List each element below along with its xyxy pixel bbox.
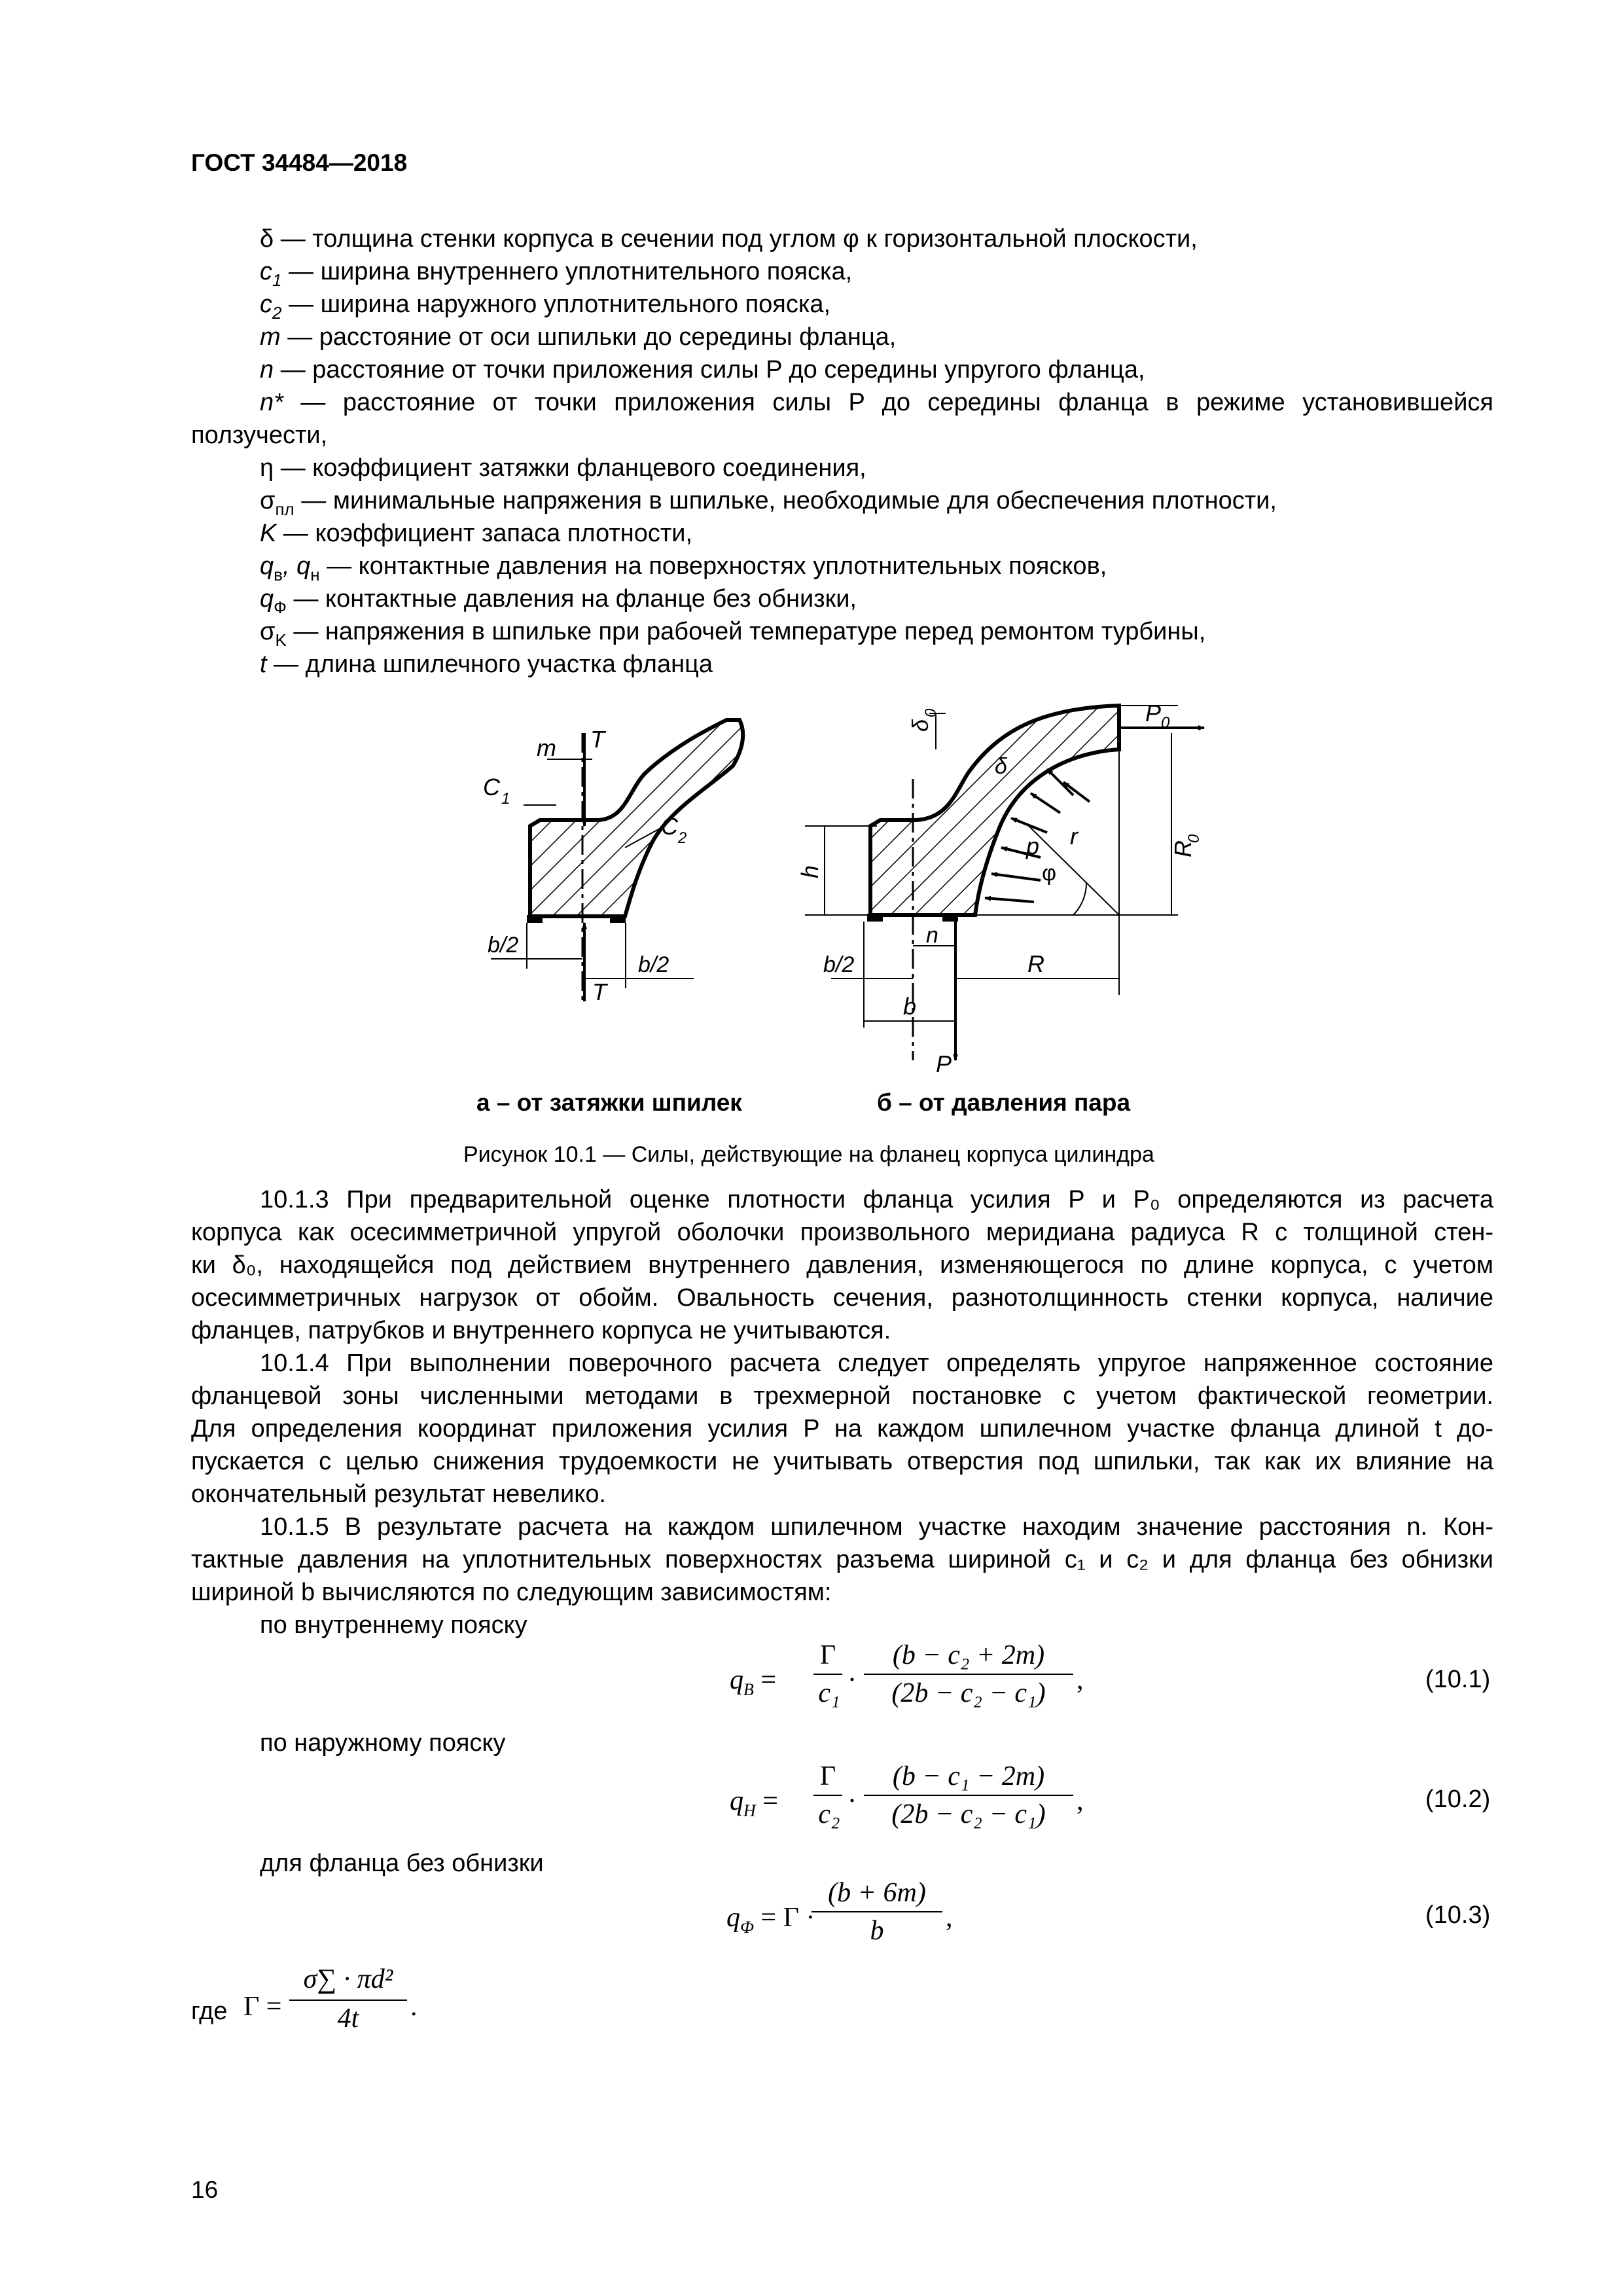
label-P0-sub: 0: [1161, 714, 1170, 732]
paragraph-line: 10.1.5 В результате расчета на каждом шпилечном участке находим значение расстояния n. Кон-: [260, 1513, 1493, 1541]
label-p: p: [1026, 833, 1040, 859]
document-header: ГОСТ 34484—2018: [191, 149, 408, 176]
definition-q-f: $q_Ф$ — контактные давления на фланце без обнизки,: [260, 585, 857, 617]
label-T-bottom: T: [592, 978, 607, 1005]
page-number: 16: [191, 2176, 219, 2203]
label-C2-sub: 2: [678, 829, 687, 847]
label-phi: φ: [1042, 861, 1057, 886]
label-C1-sub: 1: [501, 790, 510, 808]
equation-1-label: по внутреннему пояску: [260, 1611, 527, 1639]
figure-flange-forces: [0, 694, 1623, 1100]
equation-number-10-3: (10.3): [1425, 1901, 1491, 1929]
gasket-c1-left: [527, 915, 543, 923]
paragraph-line: фланцевой зоны численными методами в трехмерной постановке с учетом фактической геометрии.: [191, 1382, 1493, 1410]
label-P: P: [936, 1050, 952, 1077]
label-R0-sub: 0: [1185, 834, 1203, 843]
paragraph-line: Для определения координат приложения усилия P на каждом шпилечном участке фланца длиной t до-: [191, 1415, 1493, 1443]
paragraph-line: фланцев, патрубков и внутреннего корпуса не учитываются.: [191, 1317, 891, 1344]
paragraph-line: ки δ₀, находящейся под действием внутреннего давления, изменяющегося по длине корпуса, с учетом: [191, 1251, 1493, 1279]
paragraph-line: 10.1.3 При предварительной оценке плотности фланца усилия P и P₀ определяются из расчета: [260, 1186, 1493, 1213]
definition-eta: η — коэффициент затяжки фланцевого соединения,: [260, 454, 866, 482]
angle-phi-arc: [1073, 882, 1086, 915]
label-R: R: [1027, 950, 1044, 977]
definition-c2: $c_2$ — ширина наружного уплотнительного пояска,: [260, 291, 831, 323]
figure-caption: Рисунок 10.1 — Силы, действующие на фланец корпуса цилиндра: [463, 1142, 1154, 1167]
pressure-arrow-3: [1031, 793, 1060, 813]
definition-n-star-cont: ползучести,: [191, 422, 328, 449]
figure-b-from-steam-pressure: [796, 700, 1204, 1077]
label-C1: C: [483, 774, 500, 800]
pressure-arrow-6: [991, 874, 1041, 880]
paragraph-line: пускается с целью снижения трудоемкости не учитывать отверстия под шпильки, так как их влияние на: [191, 1448, 1493, 1475]
paragraph-line: корпуса как осесимметричной упругой оболочки произвольного меридиана радиуса R с толщиной стен-: [191, 1219, 1493, 1246]
definition-m: m — расстояние от оси шпильки до середины фланца,: [260, 323, 897, 351]
equation-number-10-2: (10.2): [1425, 1785, 1491, 1813]
definition-n: n — расстояние от точки приложения силы P до середины упругого фланца,: [260, 356, 1145, 384]
equation-3-label: для фланца без обнизки: [260, 1850, 544, 1877]
definition-c1: $c_1$ — ширина внутреннего уплотнительного пояска,: [260, 258, 853, 290]
label-h: h: [796, 865, 823, 878]
label-delta: δ: [995, 754, 1007, 779]
label-b2-right: b/2: [638, 952, 669, 977]
label-T-top: T: [590, 726, 605, 753]
label-P0: P: [1145, 700, 1162, 726]
label-n: n: [926, 923, 938, 948]
label-R0: R: [1169, 840, 1196, 857]
definition-sigma-pl: $\sigma_{пл}$ — минимальные напряжения в шпильке, необходимые для обеспечения плотности,: [260, 487, 1277, 519]
pressure-arrow-4: [1011, 818, 1047, 833]
equation-2-label: по наружному пояску: [260, 1729, 506, 1757]
definition-k: K — коэффициент запаса плотности,: [260, 520, 693, 547]
definition-n-star: n* — расстояние от точки приложения силы P до середины фланца в режиме установившейся: [260, 389, 1493, 416]
label-m: m: [537, 734, 556, 761]
figure-a-from-bolt-tightening: [483, 720, 743, 1005]
equation-number-10-1: (10.1): [1425, 1666, 1491, 1693]
label-b2-b: b/2: [823, 952, 855, 977]
caption-a: а – от затяжки шпилек: [476, 1089, 742, 1116]
label-b2-left: b/2: [488, 933, 519, 958]
pressure-arrow-2: [1063, 782, 1090, 802]
definition-delta: δ — толщина стенки корпуса в сечении под углом φ к горизонтальной плоскости,: [260, 225, 1198, 253]
label-r: r: [1070, 823, 1078, 850]
paragraph-line: 10.1.4 При выполнении поверочного расчета следует определять упругое напряженное состояние: [260, 1350, 1493, 1377]
paragraph-line: тактные давления на уплотнительных поверхностях разъема шириной c₁ и c₂ и для фланца без обнизки: [191, 1546, 1493, 1573]
definition-t: t — длина шпилечного участка фланца: [260, 651, 713, 678]
gasket-c2-right: [610, 915, 626, 923]
definition-q-v-n: $q_в$, $q_н$ — контактные давления на поверхностях уплотнительных поясков,: [260, 552, 1107, 584]
caption-b: б – от давления пара: [877, 1089, 1131, 1116]
label-C2: C: [661, 813, 678, 840]
label-delta0: δ: [908, 719, 933, 732]
paragraph-line: шириной b вычисляются по следующим зависимостям:: [191, 1579, 832, 1606]
flange-a-section: [530, 720, 743, 916]
flange-b-section: [870, 706, 1119, 915]
pressure-arrow-7: [985, 898, 1034, 902]
label-delta0-sub: 0: [922, 708, 940, 717]
pressure-arrow-1: [1047, 769, 1073, 795]
paragraph-line: окончательный результат невелико.: [191, 1480, 607, 1508]
label-b: b: [903, 993, 917, 1020]
paragraph-line: осесимметричных нагрузок от обойм. Овальность сечения, разнотолщинность стенки корпуса, наличие: [191, 1284, 1493, 1312]
definition-sigma-k: $\sigma_K$ — напряжения в шпильке при рабочей температуре перед ремонтом турбины,: [260, 618, 1206, 650]
